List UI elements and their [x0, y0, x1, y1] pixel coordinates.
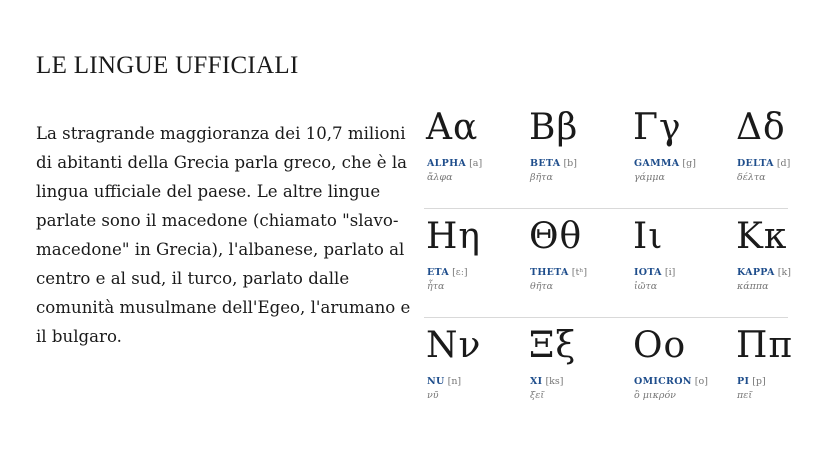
letter-glyph: Αα — [426, 107, 479, 148]
letter-glyph: Κκ — [736, 216, 788, 257]
letter-ipa: [ks] — [545, 376, 564, 387]
letter-ipa: [a] — [469, 158, 483, 169]
letter-glyph: Ππ — [736, 325, 794, 366]
letter-glyph: Νν — [426, 325, 482, 366]
letter-glyph: Ββ — [529, 107, 579, 148]
letter-ipa: [i] — [664, 267, 676, 278]
letter-name: PI — [737, 376, 750, 387]
letter-ipa: [g] — [682, 158, 696, 169]
letter-greek-name: ἰῶτα — [634, 281, 658, 292]
letter-name: THETA — [530, 267, 569, 278]
letter-greek-name: ἄλφα — [427, 172, 453, 183]
letter-greek-name: δέλτα — [737, 172, 766, 183]
letter-greek-name: ἦτα — [427, 281, 445, 292]
body-paragraph: La stragrande maggioranza dei 10,7 milioni di abitanti della Grecia parla greco, che è la lingua ufficiale del paese. Le altre lingue parlate sono il macedone (chiamato "slavo-macedone" in Grecia), l'albanese, parlato al centro e al sud, il turco, parlato dalle comunità musulmane dell'Egeo, l'arumano e il bulgaro. — [36, 124, 411, 346]
letter-ipa: [b] — [563, 158, 577, 169]
letter-glyph: Ηη — [426, 216, 481, 257]
letter-name: DELTA — [737, 158, 774, 169]
letter-name: GAMMA — [634, 158, 680, 169]
letter-name: KAPPA — [737, 267, 775, 278]
letter-greek-name: βῆτα — [530, 172, 553, 183]
letter-ipa: [o] — [694, 376, 708, 387]
letter-greek-name: ὂ μικρόν — [634, 390, 676, 401]
letter-ipa: [ɛː] — [452, 267, 468, 278]
letter-greek-name: θῆτα — [530, 281, 554, 292]
alphabet-row — [424, 209, 791, 318]
letter-glyph: Ξξ — [529, 325, 577, 366]
letter-ipa: [d] — [776, 158, 791, 169]
letter-ipa: [k] — [777, 267, 791, 278]
letter-glyph: Θθ — [529, 216, 583, 257]
letter-greek-name: νῦ — [427, 390, 439, 401]
letter-glyph: Ιι — [633, 216, 664, 257]
letter-greek-name: γάμμα — [634, 172, 665, 183]
letter-greek-name: κάππα — [737, 281, 769, 292]
greek-alphabet-table — [424, 100, 794, 426]
letter-greek-name: πεῖ — [737, 390, 753, 401]
letter-name: ETA — [427, 267, 450, 278]
page-title: LE LINGUE UFFICIALI — [36, 52, 299, 79]
alphabet-row — [424, 318, 794, 426]
letter-name: IOTA — [634, 267, 662, 278]
letter-greek-name: ξεῖ — [530, 390, 545, 401]
letter-ipa: [p] — [752, 376, 766, 387]
letter-name: BETA — [530, 158, 561, 169]
letter-ipa: [n] — [447, 376, 462, 387]
letter-glyph: Δδ — [736, 107, 786, 148]
letter-ipa: [tʰ] — [571, 267, 588, 278]
letter-name: ALPHA — [427, 158, 467, 169]
letter-name: NU — [427, 376, 445, 387]
letter-glyph: Οο — [633, 325, 687, 366]
alphabet-row — [424, 100, 791, 209]
letter-glyph: Γγ — [633, 107, 682, 148]
letter-name: XI — [530, 376, 543, 387]
letter-name: OMICRON — [634, 376, 692, 387]
